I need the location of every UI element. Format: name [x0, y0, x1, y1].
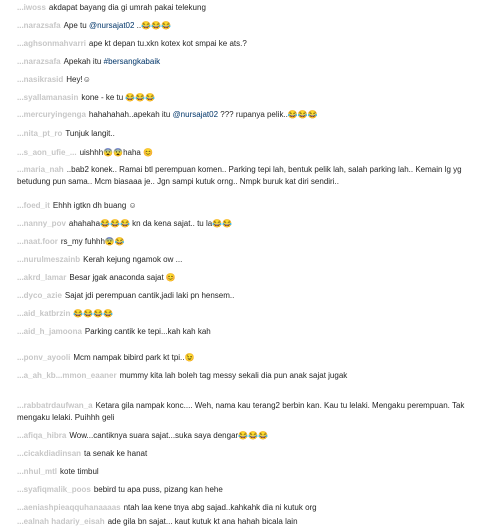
comment-username[interactable]: ...a_ah_kb...mmon_eaaner	[17, 371, 117, 380]
comment-text: kone - ke tu 😂😂😂	[81, 93, 156, 102]
comment-username[interactable]: ...nasikrasid	[17, 75, 64, 84]
comment-row	[17, 164, 479, 187]
comment-row	[17, 254, 479, 266]
comment-row	[17, 272, 479, 284]
comment-username[interactable]: ...maria_nah	[17, 165, 64, 174]
comment-username[interactable]: ...narazsafa	[17, 21, 61, 30]
comment-text: Hey!☺	[66, 75, 91, 84]
comment-row	[17, 56, 479, 68]
comment-username[interactable]: ...syafiqmalik_poos	[17, 485, 91, 494]
comment-text: Ehhh igtkn dh buang ☺	[52, 201, 137, 210]
comment-text: Apekah itu	[63, 57, 102, 66]
comment-username[interactable]: ...foed_it	[17, 201, 50, 210]
comment-username[interactable]: ...nita_pt_ro	[17, 129, 63, 138]
comment-row	[17, 38, 479, 50]
comment-row	[17, 74, 479, 86]
comment-text: bebird tu apa puss, pizang kan hehe	[93, 485, 223, 494]
comment-text: ape kt depan tu.xkn kotex kot smpai ke ats.?	[88, 39, 247, 48]
comment-text-after: ??? rupanya pelik..😂😂😂	[220, 110, 318, 119]
comment-row	[17, 502, 479, 514]
comment-row	[17, 20, 479, 32]
mention-link[interactable]: @nursajat02	[172, 110, 219, 119]
comment-text: akdapat bayang dia gi umrah pakai telekung	[48, 3, 206, 12]
mention-link[interactable]: @nursajat02	[88, 21, 135, 30]
comment-username[interactable]: ...aeniashpieaqquhanaaaas	[17, 503, 121, 512]
comment-text: Sajat jdi perempuan cantik,jadi laki pn hensem..	[64, 291, 235, 300]
comment-username[interactable]: ...dyco_azie	[17, 291, 62, 300]
comment-username[interactable]: ...aghsonmahvarri	[17, 39, 86, 48]
comment-username[interactable]: ...ealnah hadariy_eisah	[17, 517, 105, 526]
comment-username[interactable]: ...iwoss	[17, 3, 46, 12]
comment-text: 😂😂😂😂	[73, 309, 114, 318]
comment-text: ade gila bn sajat... kaut kutuk kt ana hahah bicala lain	[107, 517, 298, 526]
comment-row	[17, 484, 479, 496]
comment-username[interactable]: ...naat.foor	[17, 237, 58, 246]
comment-username[interactable]: ...nhul_mtl	[17, 467, 57, 476]
comment-row	[17, 128, 479, 140]
hashtag-link[interactable]: #bersangkabaik	[103, 57, 161, 66]
comment-text: uishhh😨😨haha 😊	[79, 148, 154, 157]
comment-username[interactable]: ...s_aon_ufie_...	[17, 148, 77, 157]
comment-text: ..bab2 konek.. Ramai btl perempuan komen.. Parking tepi lah, bentuk pelik lah, salah parking lah.. Kemain lg yg betudung pun sama.. Mcm biasaaa je.. Jgn sampi kutuk orng.. Nmpk buruk kat diri sendiri..	[17, 165, 462, 186]
comment-text: kote timbul	[60, 467, 99, 476]
comment-text: ahahaha😂😂😂 kn da kena sajat.. tu la😂😂	[68, 219, 233, 228]
comment-text: Wow...cantiknya suara sajat...suka saya dengar😂😂😂	[69, 431, 269, 440]
comment-username[interactable]: ...rabbatrdaufwan_a	[17, 401, 93, 410]
comment-text: Ape tu	[63, 21, 87, 30]
comment-row	[17, 308, 479, 320]
comment-row	[17, 2, 479, 14]
comment-row	[17, 400, 479, 423]
comment-username[interactable]: ...aid_katbrzin	[17, 309, 71, 318]
comment-text: mummy kita lah boleh tag messy sekali dia pun anak sajat jugak	[119, 371, 348, 380]
comment-username[interactable]: ...syallamanasin	[17, 93, 79, 102]
comment-text: rs_my fuhhh😨😂	[60, 237, 125, 246]
comment-text: Ketara gila nampak konc.... Weh, nama kau terang2 berbin kan. Kau tu lelaki. Mengaku perempuan. Tak mengaku lelaki. Puihhh geli	[17, 401, 465, 422]
comment-row	[17, 352, 479, 364]
comment-text: Kerah kejung ngamok ow ...	[83, 255, 183, 264]
comment-row	[17, 516, 479, 528]
comment-username[interactable]: ...ponv_ayooli	[17, 353, 71, 362]
comment-row	[17, 466, 479, 478]
comment-row	[17, 92, 479, 104]
comment-text: Mcm nampak bibird park kt tpi..😉	[73, 353, 195, 362]
comment-row	[17, 218, 479, 230]
comment-row	[17, 370, 479, 382]
comment-row	[17, 236, 479, 248]
comment-username[interactable]: ...narazsafa	[17, 57, 61, 66]
comment-text: hahahahah..apekah itu	[88, 110, 171, 119]
comment-text: Besar jgak anaconda sajat 😊	[69, 273, 176, 282]
comment-username[interactable]: ...cicakdiadinsan	[17, 449, 82, 458]
comment-username[interactable]: ...aid_h_jamoona	[17, 327, 82, 336]
comment-text: ntah laa kene tnya abg sajad..kahkahk dia ni kutuk org	[123, 503, 317, 512]
comment-text: ta senak ke hanat	[84, 449, 148, 458]
comment-text-after: ..😂😂😂	[136, 21, 171, 30]
comment-username[interactable]: ...nurulmeszainb	[17, 255, 81, 264]
comment-row	[17, 147, 479, 159]
comment-username[interactable]: ...nanny_pov	[17, 219, 66, 228]
comment-row	[17, 200, 479, 212]
comment-username[interactable]: ...akrd_lamar	[17, 273, 67, 282]
comment-row	[17, 326, 479, 338]
comment-username[interactable]: ...afiqa_hibra	[17, 431, 67, 440]
comment-row	[17, 109, 479, 121]
comment-row	[17, 290, 479, 302]
comment-text: Tunjuk langit..	[65, 129, 115, 138]
comment-text: Parking cantik ke tepi...kah kah kah	[84, 327, 211, 336]
comment-row	[17, 448, 479, 460]
comment-username[interactable]: ...mercuryingenga	[17, 110, 86, 119]
comment-row	[17, 430, 479, 442]
